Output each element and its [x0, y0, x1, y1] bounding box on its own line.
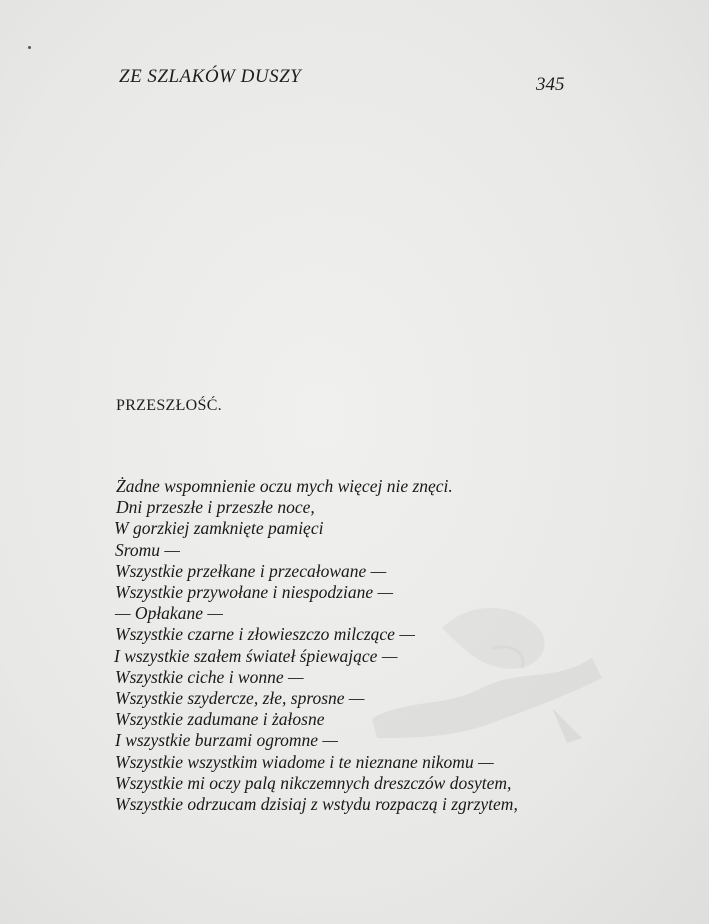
- poem-line: Sromu —: [115, 539, 180, 560]
- page-number: 345: [536, 74, 565, 95]
- poem-line: Wszystkie przełkane i przecałowane —: [115, 560, 387, 581]
- poem-line: Wszystkie czarne i złowieszczo milczące —: [115, 624, 415, 645]
- section-title: PRZESZŁOŚĆ.: [116, 397, 222, 414]
- poem-line: Wszystkie wszystkim wiadome i te nieznane nikomu —: [115, 751, 494, 772]
- poem-line: Wszystkie szydercze, złe, sprosne —: [115, 688, 365, 709]
- poem-line: — Opłakane —: [115, 603, 223, 624]
- poem-line: Wszystkie przywołane i niespodziane —: [115, 582, 394, 603]
- poem-line: Wszystkie mi oczy palą nikczemnych dreszczów dosytem,: [115, 772, 512, 793]
- poem-line: Wszystkie ciche i wonne —: [115, 666, 304, 687]
- speck: [28, 46, 31, 49]
- poem-line: W gorzkiej zamknięte pamięci: [114, 518, 324, 539]
- show-through-text: [120, 110, 590, 130]
- poem-line: Dni przeszłe i przeszłe noce,: [116, 497, 315, 518]
- poem-line: Wszystkie odrzucam dzisiaj z wstydu rozpaczą i zgrzytem,: [115, 794, 518, 815]
- poem-body: [110, 476, 580, 815]
- poem-line: Wszystkie zadumane i żałosne: [115, 709, 325, 730]
- poem-line: I wszystkie szałem świateł śpiewające —: [114, 645, 398, 666]
- running-head: ZE SZLAKÓW DUSZY: [119, 66, 302, 87]
- poem-line: Żadne wspomnienie oczu mych więcej nie znęci.: [116, 476, 453, 496]
- poem-line: I wszystkie burzami ogromne —: [115, 730, 338, 751]
